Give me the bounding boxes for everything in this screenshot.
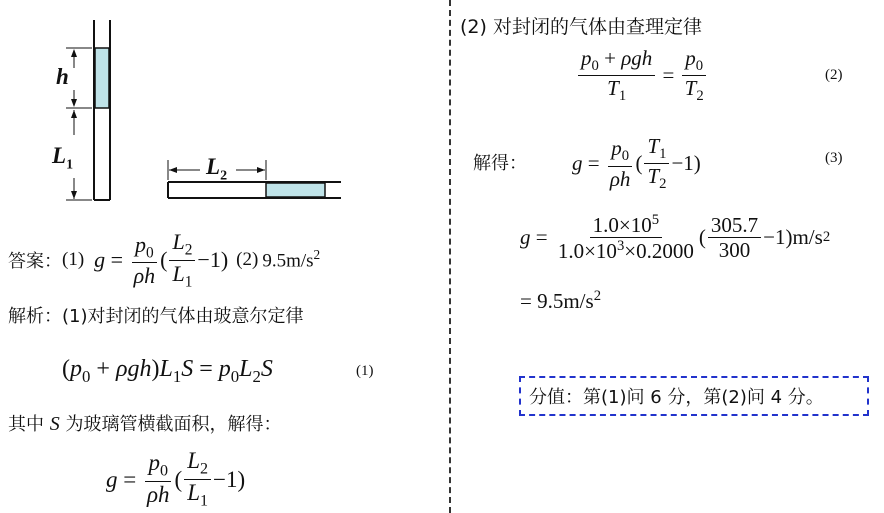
equation-1: $(p_0 + \rho gh)L_1S = p_0L_2S$ bbox=[62, 356, 273, 386]
label-L1: $L_1$ bbox=[52, 143, 74, 173]
equation-3: g = $\frac{p_0}{\rho h}$ ( $\frac{T_1}{T_2}$ −1) bbox=[572, 134, 701, 193]
answer-part2-tag: (2) bbox=[236, 249, 259, 270]
column-divider bbox=[449, 0, 451, 513]
mercury-column-horizontal bbox=[266, 183, 325, 197]
equation-2: $\frac{p_0 + \rho gh}{T_1}$ = $\frac{p_0}{T_2}$ bbox=[576, 46, 709, 105]
equation-2-number: (2) bbox=[825, 67, 843, 83]
score-text: 分值：第(1)问 6 分，第(2)问 4 分。 bbox=[529, 387, 824, 408]
label-L2: $L_2$ bbox=[206, 154, 228, 184]
answer-part1-tag: (1) bbox=[62, 249, 85, 270]
equation-final: = $9.5m/s^2$ bbox=[520, 288, 602, 313]
apparatus-diagram bbox=[0, 0, 360, 210]
analysis-title: 解析：(1)对封闭的气体由玻意尔定律 bbox=[8, 306, 304, 327]
equation-numeric: g = $\frac{1.0\times 10^5}{1.0\times 10^3\times 0.2000}$ ( $\frac{305.7}{300}$ −1)m/s 2 bbox=[520, 212, 831, 264]
equation-1-number: (1) bbox=[356, 363, 374, 379]
part2-title: (2) 对封闭的气体由查理定律 bbox=[460, 16, 702, 38]
label-h: h bbox=[56, 64, 69, 89]
answer-part2-value: $9.5m/s^2$ bbox=[262, 247, 321, 272]
equation-3-number: (3) bbox=[825, 150, 843, 166]
mercury-column-vertical bbox=[95, 48, 109, 108]
answer-part1-formula: g = $\frac{p_0}{\rho h}$ ( $\frac{L_2}{L_1}$ −1) bbox=[94, 229, 229, 290]
equation-g-result: g = $\frac{p_0}{\rho h}$ ( $\frac{L_2}{L_1}$ −1) bbox=[106, 448, 246, 510]
area-note: 其中 S 为玻璃管横截面积，解得： bbox=[8, 413, 282, 435]
score-box bbox=[519, 376, 869, 416]
answer-line bbox=[8, 229, 321, 290]
solve-label: 解得： bbox=[473, 153, 527, 174]
answer-prefix: 答案： bbox=[8, 251, 62, 272]
